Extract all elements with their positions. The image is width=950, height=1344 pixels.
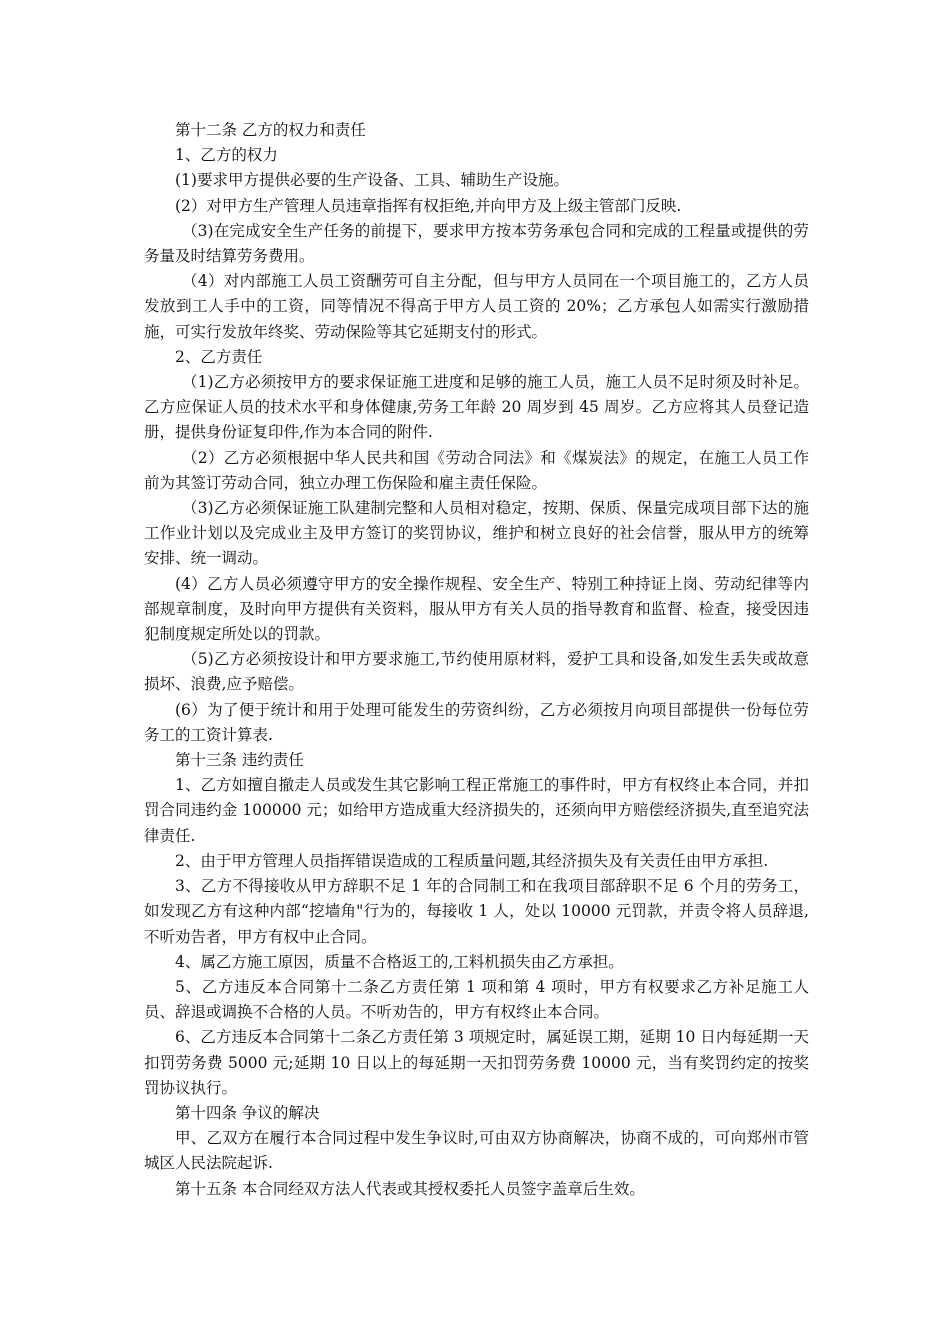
section-heading-rights: 1、乙方的权力 (175, 146, 278, 165)
clause-paragraph: 甲、乙双方在履行本合同过程中发生争议时,可由双方协商解决，协商不成的，可向郑州市管城区人民法院起诉. (144, 1129, 809, 1173)
clause-paragraph: （3)乙方必须保证施工队建制完整和人员相对稳定，按期、保质、保量完成项目部下达的施工作业计划以及完成业主及甲方签订的奖罚协议，维护和树立良好的社会信誉，服从甲方的统筹安排、统一调动。 (144, 499, 809, 568)
clause-paragraph: 4、属乙方施工原因，质量不合格返工的,工料机损失由乙方承担。 (175, 952, 624, 971)
clause-paragraph: (6）为了便于统计和用于处理可能发生的劳资纠纷，乙方必须按月向项目部提供一份每位劳务工的工资计算表. (144, 700, 809, 744)
clause-paragraph: （1)乙方必须按甲方的要求保证施工进度和足够的施工人员，施工人员不足时须及时补足。乙方应保证人员的技术水平和身体健康,劳务工年龄 20 周岁到 45 周岁。乙方应将其人员登记造册，提供身份证复印件,作为本合同的附件. (144, 373, 809, 442)
clause-paragraph: （5)乙方必须按设计和甲方要求施工,节约使用原材料，爱护工具和设备,如发生丢失或故意损坏、浪费,应予赔偿。 (144, 650, 809, 694)
clause-paragraph: 3、乙方不得接收从甲方辞职不足 1 年的合同制工和在我项目部辞职不足 6 个月的劳务工，如发现乙方有这种内部“挖墙角"行为的，每接收 1 人，处以 10000 元罚款，并责令将人员辞退,不听劝告者，甲方有权中止合同。 (144, 877, 809, 946)
clause-paragraph: 1、乙方如擅自撤走人员或发生其它影响工程正常施工的事件时，甲方有权终止本合同，并扣罚合同违约金 100000 元；如给甲方造成重大经济损失的，还须向甲方赔偿经济损失,直至追究法律责任. (144, 776, 809, 845)
clause-paragraph: （4）对内部施工人员工资酬劳可自主分配，但与甲方人员同在一个项目施工的，乙方人员发放到工人手中的工资，同等情况不得高于甲方人员工资的 20%；乙方承包人如需实行激励措施，可实行发放年终奖、劳动保险等其它延期支付的形式。 (144, 272, 809, 341)
document-page (144, 118, 809, 1202)
clause-paragraph: 5、乙方违反本合同第十二条乙方责任第 1 项和第 4 项时，甲方有权要求乙方补足施工人员、辞退或调换不合格的人员。不听劝告的，甲方有权终止本合同。 (144, 977, 809, 1022)
clause-paragraph: 6、乙方违反本合同第十二条乙方责任第 3 项规定时，属延误工期，延期 10 日内每延期一天扣罚劳务费 5000 元;延期 10 日以上的每延期一天扣罚劳务费 10000 元，当有奖罚约定的按奖罚协议执行。 (144, 1028, 809, 1097)
clause-paragraph: (1)要求甲方提供必要的生产设备、工具、辅助生产设施。 (175, 171, 569, 190)
article-14-heading: 第十四条 争议的解决 (175, 1103, 320, 1122)
section-heading-duties: 2、乙方责任 (175, 347, 263, 366)
clause-paragraph: (2）对甲方生产管理人员违章指挥有权拒绝,并向甲方及上级主管部门反映. (175, 196, 682, 215)
clause-paragraph: （2）乙方必须根据中华人民共和国《劳动合同法》和《煤炭法》的规定，在施工人员工作前为其签订劳动合同，独立办理工伤保险和雇主责任保险。 (144, 448, 809, 492)
article-12-heading: 第十二条 乙方的权力和责任 (175, 121, 366, 139)
clause-paragraph: （3)在完成安全生产任务的前提下，要求甲方按本劳务承包合同和完成的工程量或提供的劳务量及时结算劳务费用。 (144, 221, 809, 266)
article-13-heading: 第十三条 违约责任 (175, 751, 304, 770)
article-15-heading: 第十五条 本合同经双方法人代表或其授权委托人员签字盖章后生效。 (175, 1179, 645, 1198)
clause-paragraph: 2、由于甲方管理人员指挥错误造成的工程质量问题,其经济损失及有关责任由甲方承担. (175, 851, 769, 870)
clause-paragraph: (4）乙方人员必须遵守甲方的安全操作规程、安全生产、特别工种持证上岗、劳动纪律等内部规章制度，及时向甲方提供有关资料，服从甲方有关人员的指导教育和监督、检查，接受因违犯制度规定所处以的罚款。 (144, 574, 809, 644)
